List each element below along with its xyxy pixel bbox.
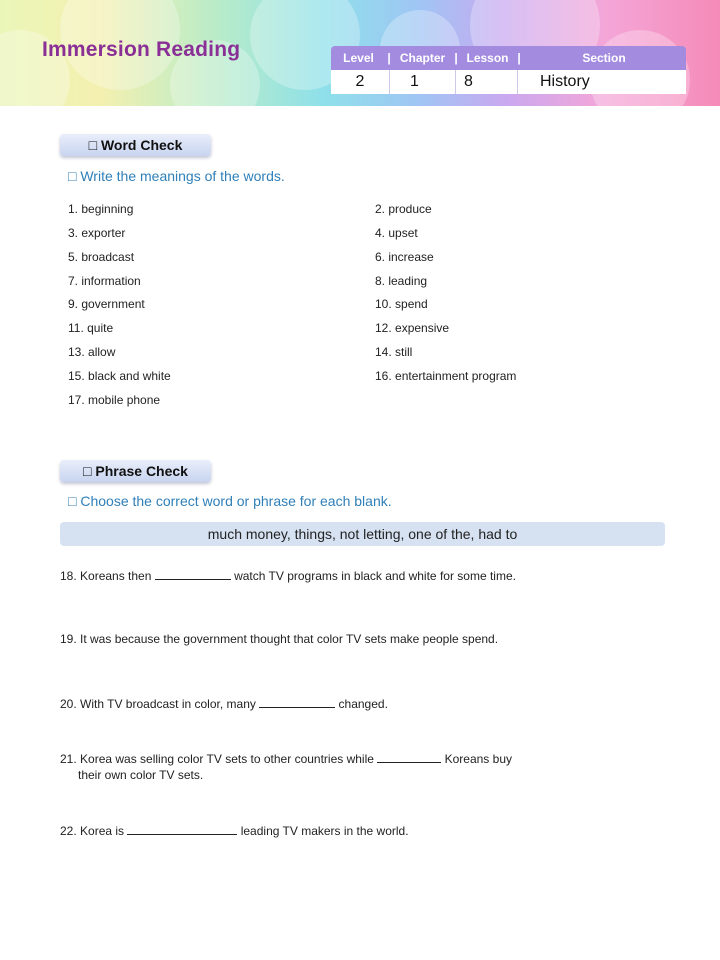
question-text: 22. Korea is — [60, 824, 128, 838]
word-item: 2. produce — [375, 202, 432, 216]
lesson-info-header — [331, 46, 686, 70]
answer-blank[interactable] — [259, 695, 335, 708]
question-text: 19. It was because the government thought that color TV sets make people spend. — [60, 632, 499, 646]
question-22 — [60, 822, 409, 839]
answer-blank[interactable] — [127, 822, 237, 835]
word-item: 8. leading — [375, 274, 428, 288]
phrase-check-instruction: □ Choose the correct word or phrase for each blank. — [68, 493, 392, 509]
answer-blank[interactable] — [155, 567, 231, 580]
section-value: History — [540, 73, 590, 90]
word-bank: much money, things, not letting, one of the, had to — [60, 522, 665, 546]
question-text: 18. Koreans then — [60, 569, 155, 583]
question-text: watch TV programs in black and white for some time. — [230, 569, 516, 583]
level-value: 2 — [355, 73, 365, 90]
brand-title: Immersion Reading — [42, 38, 241, 61]
question-21 — [60, 750, 512, 783]
word-item: 17. mobile phone — [68, 393, 161, 407]
word-item: 15. black and white — [68, 369, 171, 383]
phrase-check-tab: □ Phrase Check — [60, 460, 211, 482]
word-check-instruction: □ Write the meanings of the words. — [68, 168, 285, 184]
header-banner — [0, 0, 720, 106]
question-text: their own color TV sets. — [78, 768, 204, 782]
word-item: 16. entertainment program — [375, 369, 517, 383]
word-item: 3. exporter — [68, 226, 126, 240]
chapter-header: Chapter — [399, 51, 446, 65]
word-check-tab: □ Word Check — [60, 134, 211, 156]
word-item: 6. increase — [375, 250, 434, 264]
lesson-value: 8 — [464, 73, 473, 90]
word-item: 11. quite — [68, 321, 114, 335]
word-item: 4. upset — [375, 226, 418, 240]
word-item: 13. allow — [68, 345, 116, 359]
question-18 — [60, 567, 516, 584]
word-item: 5. broadcast — [68, 250, 135, 264]
question-text: leading TV makers in the world. — [237, 824, 409, 838]
question-text: 20. With TV broadcast in color, many — [60, 697, 260, 711]
lesson-info-table — [331, 46, 686, 94]
column-separator: | — [454, 51, 458, 65]
lesson-header: Lesson — [466, 51, 509, 65]
word-item: 1. beginning — [68, 202, 134, 216]
question-text: changed. — [335, 697, 388, 711]
column-separator: | — [517, 51, 521, 65]
level-header: Level — [343, 51, 374, 65]
word-item: 14. still — [375, 345, 413, 359]
word-item: 10. spend — [375, 297, 428, 311]
column-separator: | — [387, 51, 391, 65]
chapter-value: 1 — [410, 73, 419, 90]
question-20 — [60, 695, 388, 712]
word-item: 7. information — [68, 274, 141, 288]
word-item: 9. government — [68, 297, 145, 311]
answer-blank[interactable] — [377, 750, 441, 763]
question-text: 21. Korea was selling color TV sets to other countries while — [60, 752, 378, 766]
section-header: Section — [582, 51, 626, 65]
question-19 — [60, 631, 498, 647]
word-item: 12. expensive — [375, 321, 450, 335]
lesson-info-values — [331, 70, 686, 94]
question-text: Koreans buy — [441, 752, 512, 766]
